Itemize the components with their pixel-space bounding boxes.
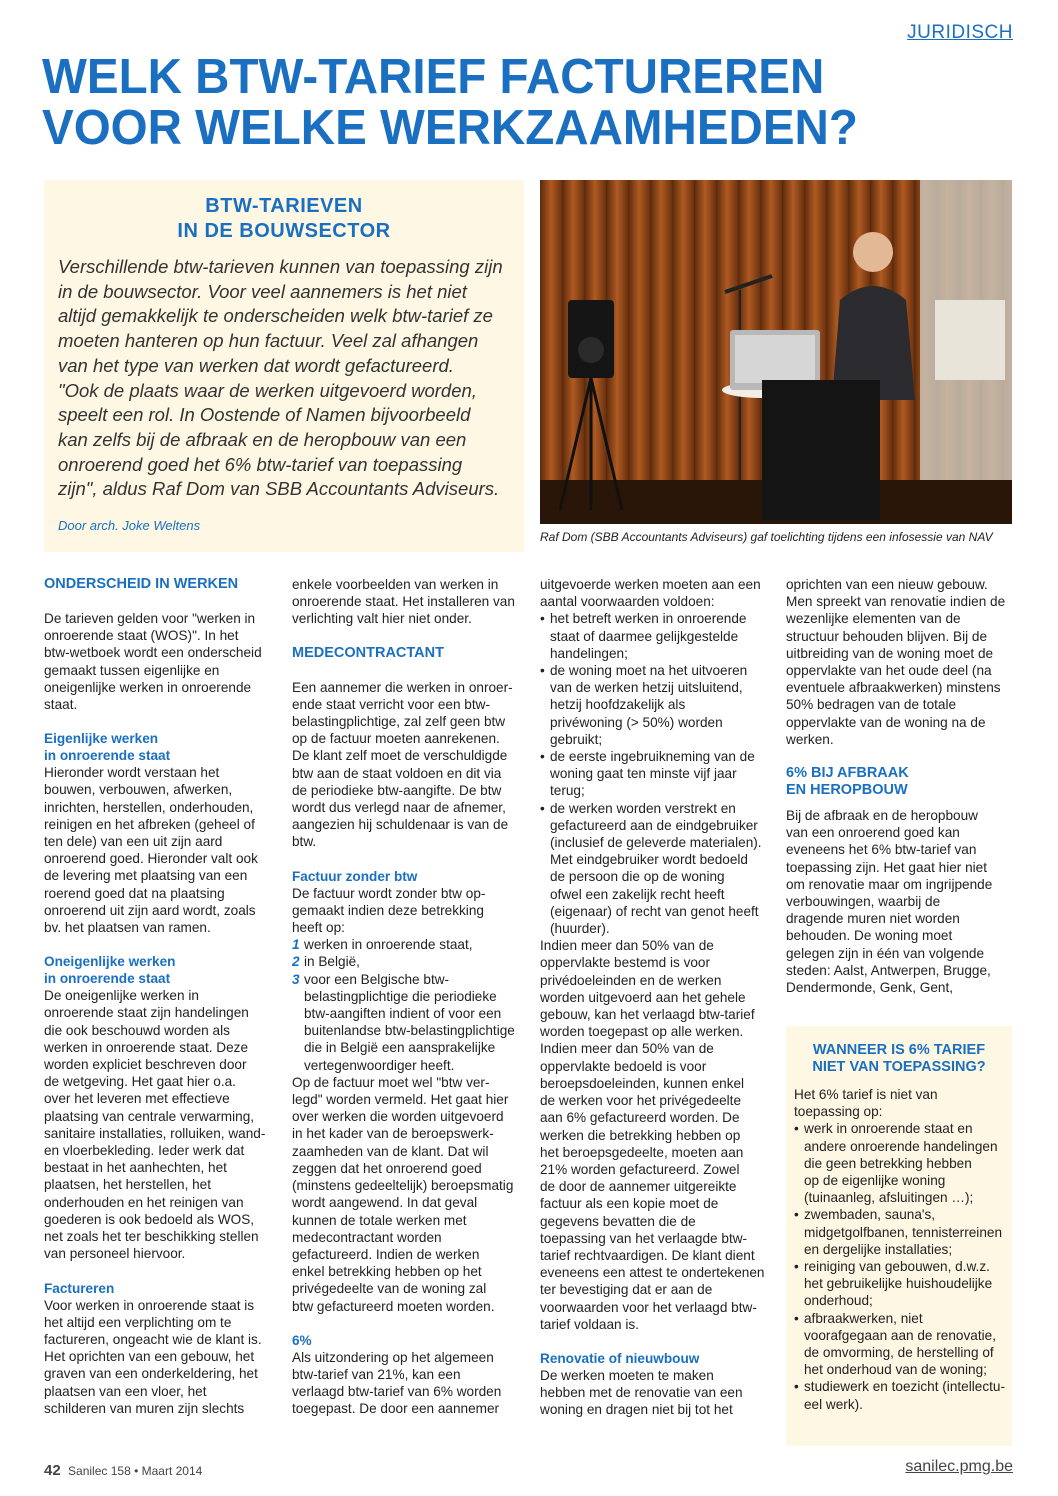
text-line: Indien meer dan 50% van de — [540, 1041, 714, 1057]
column-1 — [44, 576, 270, 1417]
sub-heading-line: in onroerende staat — [44, 748, 171, 764]
text-line: om renovatie maar om ingrijpende — [786, 876, 993, 892]
text-line: gelegen zijn in één van volgende — [786, 945, 985, 961]
text-line: eveneens het 6% btw-tarief van — [786, 842, 977, 858]
photo-caption: Raf Dom (SBB Accountants Adviseurs) gaf toelichting tijdens een infosessie van NAV — [540, 530, 993, 544]
text-line: die ook beschouwd worden als — [44, 1022, 230, 1038]
byline: Door arch. Joke Weltens — [58, 518, 201, 533]
paragraph — [794, 1086, 1008, 1120]
text-line: staat of daarmee gelijkgestelde — [550, 628, 739, 644]
text-line: inrichten, herstellen, onderhouden, — [44, 799, 254, 815]
list-item — [794, 1206, 1008, 1258]
text-line: wordt aangewend. In dat geval — [292, 1195, 478, 1211]
text-line: wordt dus verlegd naar de afnemer, — [292, 800, 506, 816]
list-item — [540, 800, 766, 938]
text-line: eel werk). — [804, 1396, 863, 1412]
text-line: dragende muren niet worden — [786, 911, 960, 927]
text-line: Men spreekt van renovatie indien de — [786, 594, 1006, 610]
text-line: gemaakt tussen eigenlijke en — [44, 662, 220, 678]
headline-line: WELK BTW-TARIEF FACTUREREN — [42, 50, 825, 104]
text-line: tarief voldaan is. — [540, 1316, 639, 1332]
list-item — [540, 610, 766, 662]
text-line: heeft op: — [292, 920, 345, 936]
text-line: over het leveren met effectieve — [44, 1091, 230, 1107]
intro-text — [58, 255, 518, 502]
list-number: 2 — [292, 954, 300, 970]
text-line: en vloerbekleding. Ieder werk dat — [44, 1143, 245, 1159]
text-line: (inclusief de geleverde materialen). — [550, 835, 762, 851]
text-line: in het kader van de beroepswerk- — [292, 1126, 494, 1142]
section-heading: ONDERSCHEID IN WERKEN — [44, 576, 239, 592]
text-line: plaatsen van een vloer, het — [44, 1383, 207, 1399]
intro-line: Verschillende btw-tarieven kunnen van toepassing zijn — [58, 256, 503, 277]
text-line: structuur behouden blijven. Bij de — [786, 628, 988, 644]
text-line: Hieronder wordt verstaan het — [44, 765, 220, 781]
paragraph — [540, 937, 766, 1333]
intro-box — [44, 180, 524, 552]
sub-heading-line: Oneigenlijke werken — [44, 954, 176, 970]
text-line: onderhouden en het reinigen van — [44, 1194, 244, 1210]
sub-heading: 6% — [292, 1332, 312, 1348]
paragraph — [292, 1074, 518, 1315]
headline-line: VOOR WELKE WERKZAAMHEDEN? — [42, 101, 858, 155]
text-line: gegevens bevatten die de — [540, 1213, 696, 1229]
text-line: worden uitgevoerd aan het gehele — [540, 989, 746, 1005]
text-line: roerend goed dat na plaatsing — [44, 885, 225, 901]
numbered-list — [292, 936, 518, 1074]
sidebox-title-line: WANNEER IS 6% TARIEF — [812, 1042, 986, 1058]
text-line: belastingplichtige die periodieke — [304, 988, 497, 1004]
text-line: onroerend goed. Hieronder valt ook — [44, 851, 258, 867]
text-line: de omvorming, de herstelling of — [804, 1345, 994, 1361]
text-line: btw-tarief van 21%, kan een — [292, 1366, 461, 1382]
text-line: • de werken worden verstrekt en — [550, 800, 736, 816]
text-line: (eigenaar) of recht van genot heeft — [550, 903, 759, 919]
intro-line: onroerend goed het 6% btw-tarief van toepassing — [58, 453, 463, 475]
text-line: gebruikt; — [550, 731, 603, 747]
text-line: goederen is ook bedoeld als WOS, — [44, 1211, 255, 1227]
text-line: die geen betrekking hebben — [804, 1155, 972, 1171]
sub-heading: Renovatie of nieuwbouw — [540, 1350, 700, 1366]
sidebox-body — [794, 1086, 1008, 1413]
text-line: werken die betrekking hebben op — [540, 1127, 741, 1143]
text-line: vertegenwoordiger heeft. — [304, 1057, 455, 1073]
text-line: hetzij hoofdzakelijk als — [550, 697, 686, 713]
text-line: bouwen, verbouwen, afwerken, — [44, 782, 233, 798]
section-tag[interactable]: JURIDISCH — [907, 22, 1013, 43]
text-line: De factuur wordt zonder btw op- — [292, 885, 486, 901]
intro-line: zijn", aldus Raf Dom van SBB Accountants Adviseurs. — [58, 478, 500, 500]
text-line: verlaagd btw-tarief van 6% worden — [292, 1384, 502, 1400]
text-line: in België, — [304, 954, 360, 970]
text-line: De tarieven gelden voor "werken in — [44, 611, 256, 626]
text-line: gefactureerd aan de eindgebruiker — [550, 817, 758, 833]
paragraph — [44, 1297, 270, 1417]
list-item — [292, 953, 518, 970]
column-4 — [786, 576, 1012, 996]
text-line: worden expliciet beschreven door — [44, 1057, 247, 1073]
sidebox — [786, 1026, 1012, 1446]
sidebox-title-line: NIET VAN TOEPASSING? — [812, 1059, 986, 1075]
text-line: De werken moeten te maken — [540, 1367, 714, 1383]
page-number: 42 — [44, 1462, 61, 1479]
text-line: sanitaire installaties, rolluiken, wand- — [44, 1125, 266, 1141]
list-item — [794, 1378, 1008, 1412]
intro-title-line: BTW-TARIEVEN — [205, 195, 363, 217]
text-line: gemaakt indien deze betrekking — [292, 902, 484, 918]
intro-line: speelt een rol. In Oostende of Namen bijvoorbeeld — [58, 404, 471, 426]
text-line: De oneigenlijke werken in — [44, 988, 199, 1004]
text-line: voor een Belgische btw- — [304, 971, 450, 987]
text-line: • studiewerk en toezicht (intellectu- — [804, 1379, 1005, 1395]
text-line: privégedeelte van de woning zal — [292, 1281, 487, 1297]
text-line: en dergelijke installaties; — [804, 1241, 953, 1257]
intro-line: van het type van werken dat wordt gefactureerd. — [58, 354, 454, 376]
text-line: gefactureerd. Indien de werken — [292, 1246, 480, 1262]
intro-title — [44, 194, 524, 244]
column-3 — [540, 576, 766, 1419]
text-line: toepassing zijn. Het gaat hier niet — [786, 859, 988, 875]
footer-url-link[interactable]: sanilec.pmg.be — [905, 1458, 1013, 1475]
text-line: factureren, ongeacht wie de klant is. — [44, 1331, 262, 1347]
text-line: zaamheden van de klant. Dat wil — [292, 1143, 489, 1159]
list-number: 1 — [292, 937, 300, 953]
intro-line: kan zelfs bij de afbraak en de heropbouw van een — [58, 428, 467, 450]
text-line: toepassing op: — [794, 1104, 883, 1120]
text-line: kunnen de totale werken met — [292, 1212, 467, 1228]
text-line: van een onroerend goed kan — [786, 825, 960, 841]
text-line: toepassing van het verlaagde btw- — [540, 1230, 748, 1246]
footer-left — [44, 1462, 202, 1479]
list-item — [794, 1310, 1008, 1379]
text-line: ten dele) van een uit zijn aard — [44, 834, 223, 850]
text-line: onderhoud; — [804, 1293, 873, 1309]
list-item — [794, 1258, 1008, 1310]
text-line: andere onroerende handelingen — [804, 1138, 998, 1154]
text-line: zeggen dat het onroerend goed — [292, 1160, 482, 1176]
intro-line: in de bouwsector. Voor veel aannemers is het niet — [58, 280, 467, 302]
speaker-photo-illustration — [540, 180, 1012, 524]
text-line: • afbraakwerken, niet — [804, 1310, 923, 1326]
text-line: • zwembaden, sauna's, — [804, 1207, 936, 1223]
text-line: bv. het plaatsen van ramen. — [44, 920, 211, 936]
text-line: toegepast. De door een aannemer — [292, 1401, 500, 1417]
paragraph — [292, 885, 518, 937]
text-line: worden toegepast op alle werken. — [540, 1024, 744, 1040]
text-line: terug; — [550, 783, 585, 799]
text-line: privédoeleinden en de werken — [540, 972, 722, 988]
intro-title-line: IN DE BOUWSECTOR — [177, 220, 391, 242]
text-line: reinigen en het afbreken (geheel of — [44, 816, 255, 832]
text-line: Met eindgebruiker wordt bedoeld — [550, 852, 748, 868]
paragraph — [292, 1349, 518, 1418]
text-line: oppervlakte bestemd is voor — [540, 955, 711, 971]
text-line: midgetgolfbanen, tennisterreinen — [804, 1224, 1002, 1240]
text-line: plaatsen, het herstellen, het — [44, 1177, 212, 1193]
text-line: btw. — [292, 834, 317, 850]
text-line: aangezien hij schuldenaar is van de — [292, 817, 509, 833]
text-line: werken in onroerende staat. Deze — [44, 1039, 249, 1055]
paragraph — [44, 764, 270, 936]
list-item — [292, 971, 518, 1074]
text-line: onroerende staat zijn handelingen — [44, 1005, 249, 1021]
list-item — [292, 936, 518, 953]
text-line: eveneens een attest te ondertekenen — [540, 1265, 765, 1281]
text-line: btw-aangiften indient of voor een — [304, 1006, 502, 1022]
text-line: (minstens gedeeltelijk) beroepsmatig — [292, 1178, 514, 1194]
text-line: net zoals het ter beschikking stellen — [44, 1229, 259, 1245]
sub-heading — [44, 953, 270, 987]
text-line: schilderen van muren zijn slechts — [44, 1400, 245, 1416]
text-line: het onderhoud van de woning; — [804, 1362, 987, 1378]
text-line: btw aan de staat voldoen en dit via — [292, 765, 502, 781]
column-2 — [292, 576, 518, 1418]
text-line: verbouwingen, waarbij de — [786, 894, 941, 910]
text-line: Voor werken in onroerende staat is — [44, 1297, 255, 1313]
speaker-photo — [540, 180, 1012, 524]
text-line: 21% worden gefactureerd. Zowel — [540, 1161, 740, 1177]
sidebox-title — [786, 1042, 1012, 1076]
text-line: onroerende staat. Het installeren van — [292, 594, 515, 610]
text-line: hebben met de renovatie van een — [540, 1385, 743, 1401]
text-line: aan 6% gefactureerd worden. De — [540, 1110, 740, 1126]
text-line: uitgevoerde werken moeten aan een — [540, 577, 761, 592]
text-line: uitbreiding van de woning moet de — [786, 645, 994, 661]
text-line: tarief rechtvaardigen. De klant dient — [540, 1247, 755, 1263]
text-line: Een aannemer die werken in onroer- — [292, 679, 513, 695]
text-line: gebouw, kan het verlaagd btw-tarief — [540, 1007, 755, 1023]
text-line: btw-wetboek wordt een onderscheid — [44, 645, 262, 661]
text-line: Het 6% tarief is niet van — [794, 1087, 938, 1102]
text-line: oneigenlijke werken in onroerende — [44, 679, 252, 695]
sub-heading — [44, 730, 270, 764]
text-line: buitenlandse btw-belastingplichtige — [304, 1023, 515, 1039]
text-line: eventuele afbraakwerken) minstens — [786, 680, 1001, 696]
paragraph — [540, 1367, 766, 1419]
text-line: oppervlakte van het oude deel (na — [786, 663, 992, 679]
text-line: enkele voorbeelden van werken in — [292, 577, 499, 592]
sub-heading-line: in onroerende staat — [44, 971, 171, 987]
text-line: enkel betrekking hebben op het — [292, 1264, 482, 1280]
section-heading-line: 6% BIJ AFBRAAK — [786, 765, 909, 782]
text-line: • de woning moet na het uitvoeren — [550, 663, 748, 679]
text-line: de wetgeving. Het gaat hier o.a. — [44, 1074, 236, 1090]
text-line: Het oprichten van een gebouw, het — [44, 1349, 255, 1365]
text-line: (huurder). — [550, 921, 610, 937]
text-line: oppervlakte van de woning na de — [786, 714, 986, 730]
text-line: beroepsdoeleinden, kunnen enkel — [540, 1075, 745, 1091]
paragraph — [540, 576, 766, 610]
text-line: • reiniging van gebouwen, d.w.z. — [804, 1259, 990, 1275]
intro-line: altijd gemakkelijk te onderscheiden welk btw-tarief ze — [58, 305, 493, 327]
list-item — [540, 662, 766, 748]
text-line: de persoon die op de woning — [550, 869, 725, 885]
intro-line: moeten hanteren op hun factuur. Veel zal afhangen — [58, 330, 479, 352]
text-line: aantal voorwaarden voldoen: — [540, 594, 715, 610]
text-line: de levering met plaatsing van een — [44, 868, 248, 884]
text-line: de werken voor het privégedeelte — [540, 1093, 742, 1109]
bullet-list — [794, 1120, 1008, 1412]
text-line: het beroepsgedeelte, moeten aan — [540, 1144, 744, 1160]
text-line: btw gefactureerd moeten worden. — [292, 1298, 495, 1314]
text-line: verlichting valt hier niet onder. — [292, 611, 472, 627]
text-line: De klant zelf moet de verschuldigde — [292, 748, 508, 764]
section-heading: MEDECONTRACTANT — [292, 644, 444, 661]
paragraph — [292, 679, 518, 851]
headline — [42, 52, 993, 154]
text-line: steden: Aalst, Antwerpen, Brugge, — [786, 962, 991, 978]
text-line: oprichten van een nieuw gebouw. — [786, 577, 988, 592]
bullet-list — [540, 610, 766, 937]
text-line: voorafgegaan aan de renovatie, — [804, 1327, 996, 1343]
text-line: op de eigenlijke woning — [804, 1173, 946, 1189]
text-line: • het betreft werken in onroerende — [550, 611, 747, 627]
text-line: belastingplichtige, zal zelf geen btw — [292, 714, 506, 730]
text-line: medecontractant worden — [292, 1229, 442, 1245]
text-line: op de factuur moeten aanrekenen. — [292, 731, 500, 747]
paragraph — [786, 576, 1012, 748]
sub-heading: Factuur zonder btw — [292, 868, 418, 884]
text-line: ter bevestiging dat er aan de — [540, 1282, 713, 1298]
text-line: • werk in onroerende staat en — [804, 1121, 973, 1137]
text-line: • de eerste ingebruikneming van de — [550, 749, 755, 765]
text-line: ende staat verricht voor een btw- — [292, 696, 490, 712]
text-line: behouden. De woning moet — [786, 928, 953, 944]
text-line: plaatsing van centrale verwarming, — [44, 1108, 255, 1124]
text-line: bestaat in het aanhechten, het — [44, 1160, 227, 1176]
text-line: legd" worden vermeld. Het gaat hier — [292, 1092, 509, 1108]
text-line: over werken die worden uitgevoerd — [292, 1109, 504, 1125]
text-line: onroerend uit zijn aard wordt, zoals — [44, 902, 256, 918]
text-line: onroerende staat (WOS)". In het — [44, 628, 239, 644]
list-item — [540, 748, 766, 800]
text-line: privéwoning (> 50%) worden — [550, 714, 723, 730]
text-line: het gebruikelijke huishoudelijke — [804, 1276, 993, 1292]
sub-heading: Factureren — [44, 1280, 115, 1296]
section-heading — [786, 765, 1012, 799]
text-line: de periodieke btw-aangifte. De btw — [292, 782, 502, 798]
text-line: Bij de afbraak en de heropbouw — [786, 808, 978, 824]
text-line: (tuinaanleg, afsluitingen …); — [804, 1190, 974, 1206]
text-line: Als uitzondering op het algemeen — [292, 1349, 494, 1365]
sub-heading-line: Eigenlijke werken — [44, 731, 159, 747]
list-item — [794, 1120, 1008, 1206]
text-line: Op de factuur moet wel "btw ver- — [292, 1074, 490, 1090]
text-line: die in België een aansprakelijke — [304, 1040, 496, 1056]
text-line: 50% bedragen van de totale — [786, 697, 957, 713]
text-line: werken in onroerende staat, — [304, 937, 473, 953]
text-line: Dendermonde, Genk, Gent, — [786, 980, 953, 996]
paragraph — [292, 576, 518, 628]
text-line: wezenlijke elementen van de — [786, 611, 961, 627]
section-heading-line: EN HEROPBOUW — [786, 782, 908, 799]
text-line: ofwel een zakelijk recht heeft — [550, 886, 725, 902]
text-line: het altijd een verplichting om te — [44, 1314, 232, 1330]
text-line: woning gaat ten minste vijf jaar — [550, 766, 737, 782]
intro-line: "Ook de plaats waar de werken uitgevoerd worden, — [58, 379, 477, 401]
text-line: handelingen; — [550, 645, 628, 661]
text-line: voorwaarden voor het verlaagd btw- — [540, 1299, 757, 1315]
text-line: werken. — [786, 731, 834, 747]
text-line: oppervlakte bedoeld is voor — [540, 1058, 707, 1074]
text-line: van de werken hetzij uitsluitend, — [550, 680, 743, 696]
paragraph — [44, 987, 270, 1262]
text-line: graven van een onderkeldering, het — [44, 1366, 258, 1382]
text-line: factuur als een kopie moet de — [540, 1196, 719, 1212]
text-line: Indien meer dan 50% van de — [540, 938, 714, 954]
paragraph — [786, 807, 1012, 996]
text-line: woning en dragen niet bij tot het — [540, 1402, 733, 1418]
text-line: staat. — [44, 697, 78, 713]
text-line: de door de aannemer uitgereikte — [540, 1179, 737, 1195]
list-number: 3 — [292, 971, 300, 987]
paragraph — [44, 610, 270, 713]
issue-info: Sanilec 158 • Maart 2014 — [68, 1464, 203, 1478]
text-line: van personeel hiervoor. — [44, 1246, 186, 1262]
